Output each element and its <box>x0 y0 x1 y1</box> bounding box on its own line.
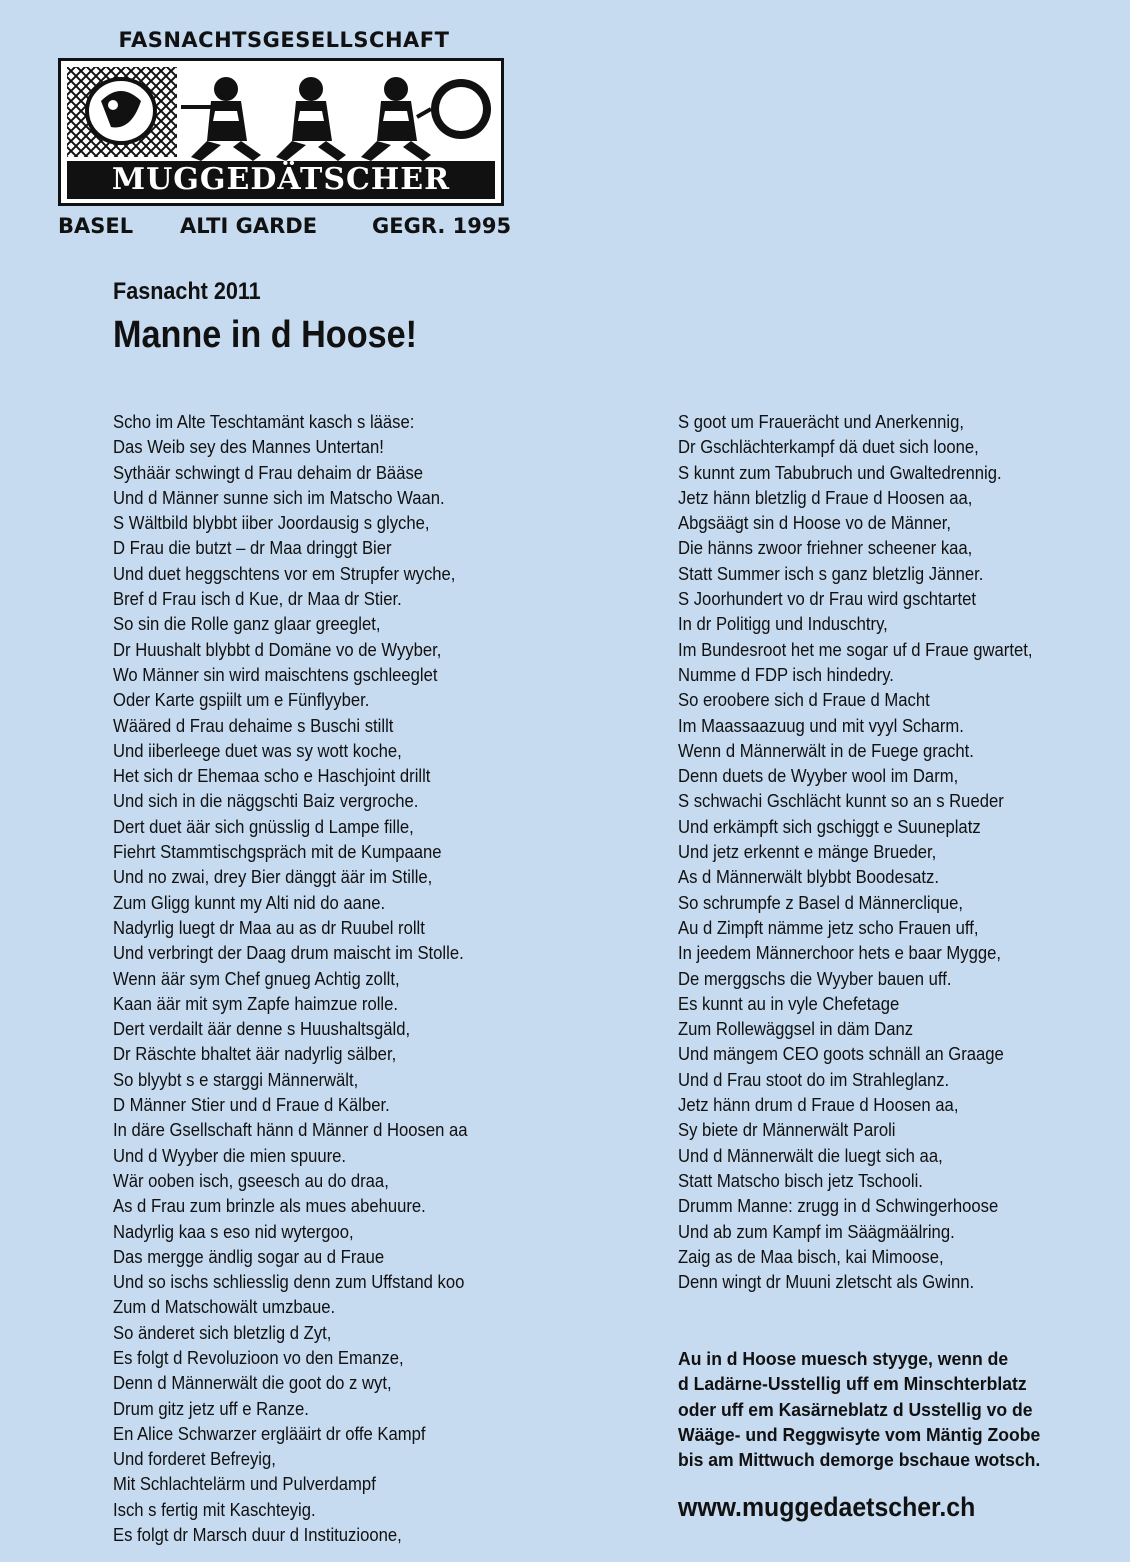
logo-founded: GEGR. 1995 <box>372 214 512 238</box>
poem-line: Isch s fertig mit Kaschteyig. <box>113 1498 316 1520</box>
poem-line: Dr Räschte bhaltet äär nadyrlig sälber, <box>113 1043 397 1065</box>
note-line: Au in d Hoose muesch styyge, wenn de <box>678 1348 1009 1369</box>
poem-line: Das Weib sey des Mannes Untertan! <box>113 436 384 458</box>
poem-line: Die hänns zwoor friehner scheener kaa, <box>678 537 973 559</box>
poem-line: Jetz hänn drum d Fraue d Hoosen aa, <box>678 1094 959 1116</box>
poem-line: Wääred d Frau dehaime s Buschi stillt <box>113 714 394 736</box>
poem-line: Dr Huushalt blybbt d Domäne vo de Wyyber, <box>113 638 442 660</box>
logo-wordmark: MUGGEDÄTSCHER <box>67 161 495 199</box>
clique-logo <box>58 58 504 206</box>
poem-line: En Alice Schwarzer erglääirt dr offe Kampf <box>113 1422 426 1444</box>
poem-line: Im Bundesroot het me sogar uf d Fraue gwartet, <box>678 638 1033 660</box>
poem-line: Das mergge ändlig sogar au d Fraue <box>113 1245 385 1267</box>
poem-line: Wenn äär sym Chef gnueg Achtig zollt, <box>113 967 400 989</box>
poem-line: Fiehrt Stammtischgspräch mit de Kumpaane <box>113 841 442 863</box>
poem-line: Und d Männer sunne sich im Matscho Waan. <box>113 486 445 508</box>
note-line: d Ladärne-Usstellig uff em Minschterblatz <box>678 1373 1027 1395</box>
poem-line: Mit Schlachtelärm und Pulverdampf <box>113 1473 376 1495</box>
poem-line: Statt Matscho bisch jetz Tschooli. <box>678 1169 923 1191</box>
poem-line: Und verbringt der Daag drum maischt im Stolle. <box>113 942 464 964</box>
poem-column-left <box>113 409 468 1547</box>
poem-line: Dert verdailt äär denne s Huushaltsgäld, <box>113 1018 411 1040</box>
poem-line: Nadyrlig kaa s eso nid wytergoo, <box>113 1220 354 1242</box>
poem-line: Zum d Matschowält umzbaue. <box>113 1296 336 1318</box>
poem-line: Denn duets de Wyyber wool im Darm, <box>678 765 959 787</box>
poem-line: Und d Frau stoot do im Strahleglanz. <box>678 1068 950 1090</box>
poem-line: In däre Gsellschaft hänn d Männer d Hoosen aa <box>113 1119 468 1141</box>
poem-line: Drum gitz jetz uff e Ranze. <box>113 1397 309 1419</box>
poem-line: Scho im Alte Teschtamänt kasch s lääse: <box>113 411 415 432</box>
poem-line: D Frau die butzt – dr Maa dringgt Bier <box>113 537 392 559</box>
poem-line: Denn wingt dr Muuni zletscht als Gwinn. <box>678 1271 975 1293</box>
poem-line: S Wältbild blybbt iiber Joordausig s glyche, <box>113 512 430 534</box>
logo-group: ALTI GARDE <box>180 214 318 238</box>
poem-line: Und d Wyyber die mien spuure. <box>113 1144 347 1166</box>
poem-line: Es folgt dr Marsch duur d Instituzioone, <box>113 1524 402 1546</box>
poem-line: De merggschs die Wyyber bauen uff. <box>678 967 952 989</box>
poem-line: Abgsäägt sin d Hoose vo de Männer, <box>678 512 952 534</box>
poem-line: Und jetz erkennt e mänge Brueder, <box>678 841 937 863</box>
poem-line: So änderet sich bletzlig d Zyt, <box>113 1321 332 1343</box>
org-name: FASNACHTSGESELLSCHAFT <box>118 28 450 52</box>
poem-line: Wo Männer sin wird maischtens gschleeglet <box>113 663 438 685</box>
poem-line: Und sich in die näggschti Baiz vergroche. <box>113 790 419 812</box>
note-line: Wääge- und Reggwisyte vom Mäntig Zoobe <box>678 1423 1041 1445</box>
poem-line: In jeedem Männerchoor hets e baar Mygge, <box>678 942 1002 964</box>
poem-line: Oder Karte gspiilt um e Fünflyyber. <box>113 689 370 711</box>
poem-line: Denn d Männerwält die goot do z wyt, <box>113 1372 392 1394</box>
poem-line: S schwachi Gschlächt kunnt so an s Rueder <box>678 790 1004 812</box>
poem-line: D Männer Stier und d Fraue d Kälber. <box>113 1094 390 1116</box>
poem-line: Es folgt d Revoluzioon vo den Emanze, <box>113 1346 404 1368</box>
poem-line: As d Männerwält blybbt Boodesatz. <box>678 866 939 888</box>
poem-column-right <box>678 409 1032 1294</box>
article-kicker: Fasnacht 2011 <box>113 278 261 305</box>
poem-line: S Joorhundert vo dr Frau wird gschtartet <box>678 588 976 610</box>
poem-line: S kunnt zum Tabubruch und Gwaltedrennig. <box>678 461 1002 483</box>
poem-line: S goot um Frauerächt und Anerkennig, <box>678 411 965 432</box>
poem-line: So blyybt s e starggi Männerwält, <box>113 1068 359 1090</box>
poem-line: Au d Zimpft nämme jetz scho Frauen uff, <box>678 916 979 938</box>
poem-line: Und forderet Befreyig, <box>113 1448 276 1470</box>
article-title: Manne in d Hoose! <box>113 314 418 356</box>
poem-line: Numme d FDP isch hindedry. <box>678 663 894 685</box>
poem-line: Es kunnt au in vyle Chefetage <box>678 992 900 1014</box>
poem-line: Dert duet äär sich gnüsslig d Lampe fille, <box>113 815 414 837</box>
poem-line: Sy biete dr Männerwält Paroli <box>678 1119 896 1141</box>
poem-line: Und iiberleege duet was sy wott koche, <box>113 739 402 761</box>
poem-line: Bref d Frau isch d Kue, dr Maa dr Stier. <box>113 588 402 610</box>
poem-line: So schrumpfe z Basel d Männerclique, <box>678 891 964 913</box>
poem-line: Jetz hänn bletzlig d Fraue d Hoosen aa, <box>678 486 973 508</box>
website-url[interactable]: www.muggedaetscher.ch <box>678 1492 976 1522</box>
poem-line: Und mängem CEO goots schnäll an Graage <box>678 1043 1004 1065</box>
poem-line: Wär ooben isch, gseesch au do draa, <box>113 1169 389 1191</box>
poem-line: Und no zwai, drey Bier dänggt äär im Stille, <box>113 866 433 888</box>
poem-line: Zum Gligg kunnt my Alti nid do aane. <box>113 891 386 913</box>
poem-line: Und erkämpft sich gschiggt e Suuneplatz <box>678 815 981 837</box>
poem-line: Und d Männerwält die luegt sich aa, <box>678 1144 943 1166</box>
exhibition-note <box>678 1346 1040 1472</box>
poem-line: Wenn d Männerwält in de Fuege gracht. <box>678 739 974 761</box>
poem-line: So eroobere sich d Fraue d Macht <box>678 689 930 711</box>
poem-line: Sythäär schwingt d Frau dehaim dr Bääse <box>113 461 424 483</box>
poem-line: Im Maassaazuug und mit vyyl Scharm. <box>678 714 964 736</box>
poem-line: Dr Gschlächterkampf dä duet sich loone, <box>678 436 979 458</box>
note-line: oder uff em Kasärneblatz d Usstellig vo de <box>678 1398 1033 1420</box>
poem-line: Zaig as de Maa bisch, kai Mimoose, <box>678 1245 944 1267</box>
poem-line: Nadyrlig luegt dr Maa au as dr Ruubel rollt <box>113 916 425 938</box>
poem-line: Und duet heggschtens vor em Strupfer wyche, <box>113 562 456 584</box>
poem-line: As d Frau zum brinzle als mues abehuure. <box>113 1195 426 1217</box>
poem-line: Und ab zum Kampf im Säägmäälring. <box>678 1220 955 1242</box>
poem-line: Kaan äär mit sym Zapfe haimzue rolle. <box>113 992 399 1014</box>
poem-line: So sin die Rolle ganz glaar greeglet, <box>113 613 381 635</box>
note-line: bis am Mittwuch demorge bschaue wotsch. <box>678 1449 1041 1471</box>
poem-line: Zum Rollewäggsel in däm Danz <box>678 1018 914 1040</box>
poem-line: In dr Politigg und Induschtry, <box>678 613 888 635</box>
poem-line: Drumm Manne: zrugg in d Schwingerhoose <box>678 1195 999 1217</box>
logo-city: BASEL <box>58 214 134 238</box>
poem-line: Statt Summer isch s ganz bletzlig Jänner. <box>678 562 984 584</box>
poem-line: Und so ischs schliesslig denn zum Uffstand koo <box>113 1271 465 1293</box>
poem-line: Het sich dr Ehemaa scho e Haschjoint drillt <box>113 765 431 787</box>
